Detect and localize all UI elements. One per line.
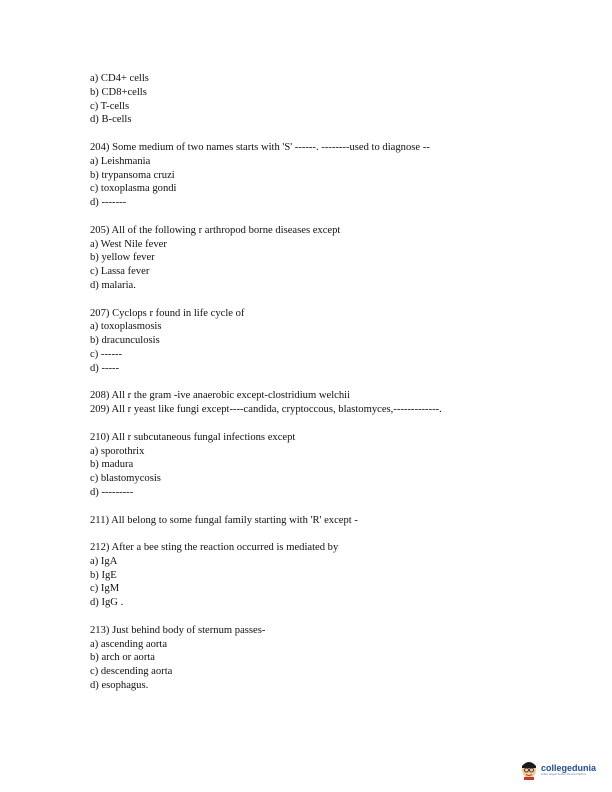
mascot-logo-icon [520, 758, 538, 780]
question-text: 212) After a bee sting the reaction occurred is mediated by [90, 542, 339, 554]
question-block [90, 389, 560, 417]
option-text: d) ------- [90, 197, 127, 209]
question-block [90, 624, 560, 693]
question-text: 211) All belong to some fungal family starting with 'R' except - [90, 514, 358, 526]
option-text: a) ascending aorta [90, 638, 168, 650]
question-block [90, 72, 560, 127]
option-text: a) Leishmania [90, 155, 151, 167]
option-text: c) Lassa fever [90, 266, 150, 278]
question-text: 204) Some medium of two names starts with 'S' ------. --------used to diagnose -- [90, 141, 430, 153]
option-text: a) West Nile fever [90, 238, 167, 250]
question-text: 207) Cyclops r found in life cycle of [90, 307, 245, 319]
logo-name: collegedunia [541, 762, 597, 773]
option-text: b) yellow fever [90, 252, 155, 264]
collegedunia-logo [520, 758, 596, 780]
question-block [90, 541, 560, 610]
option-text: d) B-cells [90, 114, 132, 126]
question-block [90, 224, 560, 293]
logo-tagline: India's largest Student Review Platform [541, 772, 587, 776]
question-block [90, 514, 560, 528]
option-text: c) descending aorta [90, 666, 173, 678]
option-text: d) malaria. [90, 279, 136, 291]
option-text: c) blastomycosis [90, 473, 161, 485]
option-text: d) --------- [90, 486, 134, 498]
option-text: b) dracunculosis [90, 335, 160, 347]
option-text: c) toxoplasma gondi [90, 183, 177, 195]
option-text: a) toxoplasmosis [90, 321, 162, 333]
option-text: b) trypansoma cruzi [90, 169, 175, 181]
question-block [90, 141, 560, 210]
option-text: c) ------ [90, 348, 123, 360]
question-text: 213) Just behind body of sternum passes- [90, 624, 266, 636]
question-text: 205) All of the following r arthropod borne diseases except [90, 224, 341, 236]
option-text: c) T-cells [90, 100, 130, 112]
option-text: b) IgE [90, 569, 117, 581]
option-text: b) CD8+cells [90, 86, 147, 98]
question-text: 210) All r subcutaneous fungal infections except [90, 431, 296, 443]
document-body [90, 72, 560, 707]
question-text: 208) All r the gram -ive anaerobic except-clostridium welchii [90, 390, 351, 402]
option-text: d) ----- [90, 362, 120, 374]
question-block [90, 431, 560, 500]
option-text: c) IgM [90, 583, 120, 595]
option-text: a) sporothrix [90, 445, 145, 457]
option-text: a) IgA [90, 555, 118, 567]
option-text: b) arch or aorta [90, 652, 155, 664]
option-text: a) CD4+ cells [90, 73, 149, 84]
option-text: b) madura [90, 459, 134, 471]
option-text: d) esophagus. [90, 680, 149, 692]
question-block [90, 307, 560, 376]
question-text: 209) All r yeast like fungi except----candida, cryptoccous, blastomyces,-------------. [90, 404, 442, 416]
option-text: d) IgG . [90, 597, 124, 609]
